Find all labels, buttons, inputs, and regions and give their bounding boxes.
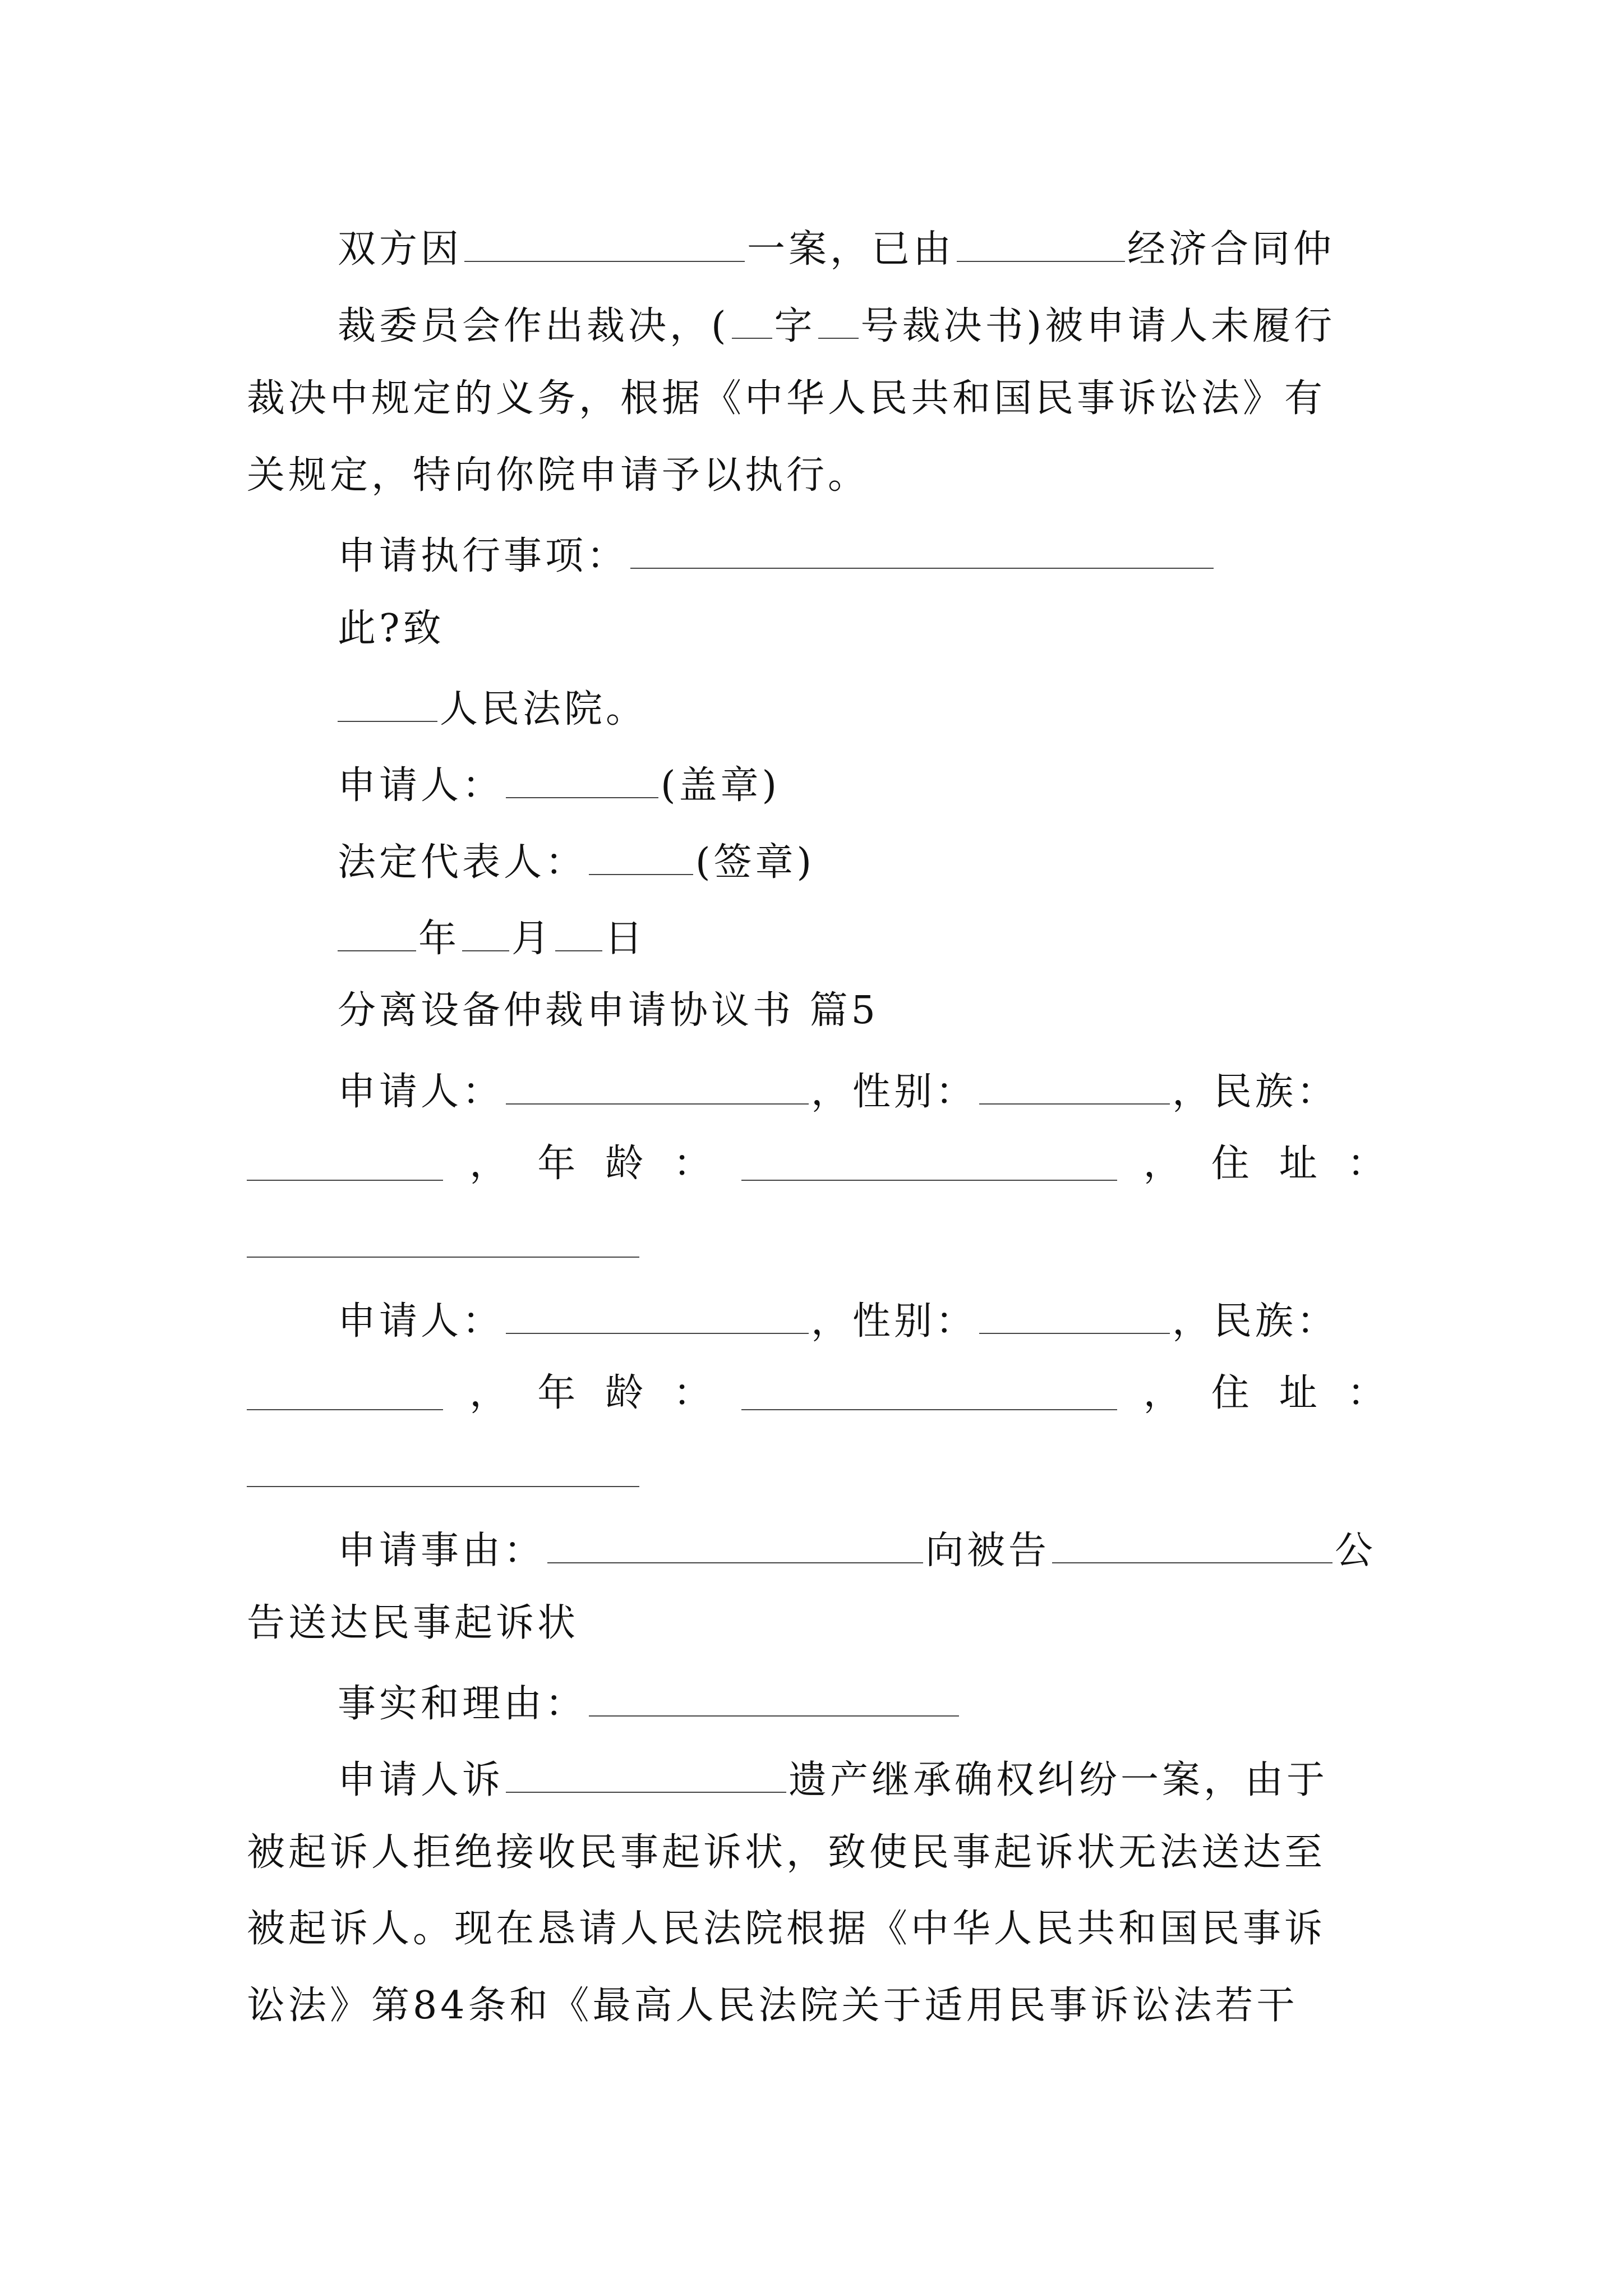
para-line-23: 被起诉人。现在恳请人民法院根据《中华人民共和国民事诉 (247, 1907, 1326, 1951)
para-line-4: 关规定，特向你院申请予以执行。 (247, 453, 870, 498)
applicant-info-line-1: 申请人： ，性别： ，民族： (338, 1070, 1339, 1114)
gender-field[interactable] (979, 1298, 1170, 1334)
reason-line: 申请事由： 向被告 公 (338, 1529, 1377, 1573)
party-field[interactable] (506, 1757, 786, 1793)
blank-field[interactable] (818, 303, 859, 339)
applicant-name-field[interactable] (506, 1069, 809, 1105)
address-field[interactable] (247, 1222, 639, 1258)
address-field[interactable] (247, 1451, 639, 1487)
para-line-3: 裁决中规定的义务，根据《中华人民共和国民事诉讼法》有 (247, 376, 1326, 421)
address-line (247, 1222, 642, 1264)
age-field[interactable] (741, 1145, 1117, 1181)
court-line: 人民法院。 (338, 686, 647, 729)
applicant-seal-line: 申请人： (盖章) (338, 763, 781, 808)
court-name-field[interactable] (338, 686, 437, 722)
legal-rep-line: 法定代表人： (签章) (338, 840, 815, 885)
facts-line: 事实和理由： (338, 1681, 961, 1723)
applicant-info-line-2: ， 年 龄 ： ， 住 址 ： (247, 1145, 1389, 1183)
section-heading: 分离设备仲裁申请协议书 篇5 (338, 988, 879, 1033)
defendant-field[interactable] (1052, 1527, 1332, 1563)
facts-field[interactable] (589, 1681, 959, 1717)
salutation: 此?致 (338, 606, 445, 651)
gender-field[interactable] (979, 1069, 1170, 1105)
day-field[interactable] (555, 915, 602, 951)
execution-items-line: 申请执行事项： (338, 533, 1216, 576)
month-field[interactable] (462, 915, 509, 951)
para-line-1: 双方因 一案，已由 经济合同仲 (338, 227, 1335, 272)
reason-field[interactable] (547, 1527, 923, 1563)
address-line (247, 1451, 642, 1494)
ethnicity-field[interactable] (247, 1145, 443, 1181)
applicant-field[interactable] (506, 762, 658, 798)
applicant2-info-line-2: ， 年 龄 ： ， 住 址 ： (247, 1374, 1389, 1412)
date-line: 年 月 日 (338, 915, 646, 958)
applicant-name-field[interactable] (506, 1298, 809, 1334)
blank-field[interactable] (957, 226, 1125, 262)
blank-field[interactable] (732, 303, 772, 339)
applicant2-info-line-1: 申请人： ，性别： ，民族： (338, 1299, 1339, 1343)
ethnicity-field[interactable] (247, 1374, 443, 1410)
blank-field[interactable] (464, 226, 745, 262)
para-line-24: 讼法》第84条和《最高人民法院关于适用民事诉讼法若干 (247, 1984, 1298, 2028)
para-line-2: 裁委员会作出裁决，( 字 号裁决书)被申请人未履行 (338, 304, 1336, 348)
legal-rep-field[interactable] (589, 839, 693, 875)
age-field[interactable] (741, 1374, 1117, 1410)
para-line-19: 告送达民事起诉状 (247, 1601, 579, 1645)
year-field[interactable] (338, 915, 416, 951)
execution-items-field[interactable] (630, 533, 1214, 569)
para-line-22: 被起诉人拒绝接收民事起诉状，致使民事起诉状无法送达至 (247, 1830, 1326, 1875)
para-line-21: 申请人诉 遗产继承确权纠纷一案，由于 (338, 1758, 1329, 1802)
